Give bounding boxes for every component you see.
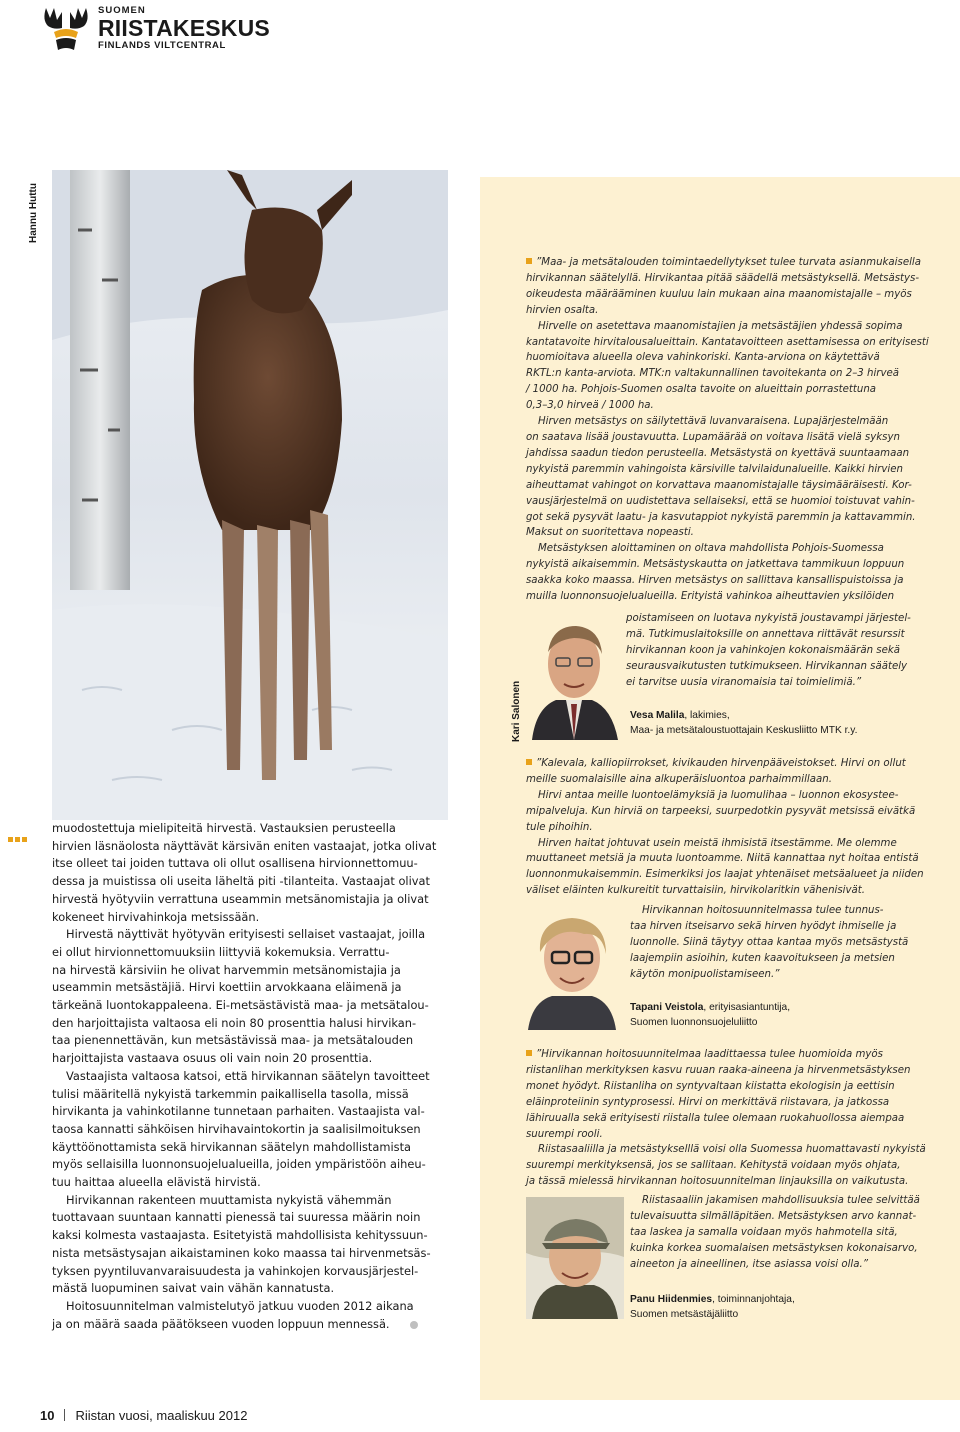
article-line: tyksen pyyntiluvanvaraisuudesta ja vahinkojen korvausjärjestel- bbox=[52, 1263, 419, 1278]
quote-1-line: RKTL:n kanta-arviota. MTK:n valtakunnallinen tavoitekanta on 2–3 hirveä bbox=[526, 368, 900, 380]
quote-3-line: tulevaisuutta silmälläpitäen. Metsästyksen arvo kannat- bbox=[630, 1210, 917, 1222]
quote-3-line: suurempi rooli. bbox=[526, 1128, 603, 1140]
quote-1-line: poistamiseen on luotava nykyistä joustavampi järjestel- bbox=[626, 613, 911, 624]
quote-3-wrap bbox=[630, 1193, 930, 1273]
quote-3-line: Riistasaaliilla ja metsästykselllä voisi olla Suomessa huomattavasti nykyistä bbox=[538, 1144, 926, 1156]
article-line: kaksi kolmesta vastaajasta. Esitetyistä mahdollisista kehityssuun- bbox=[52, 1228, 428, 1243]
quote-2 bbox=[526, 756, 936, 899]
quote-3-line: kuinka korkea suomalaisen metsästyksen kokonaisarvo, bbox=[630, 1242, 918, 1254]
malila-portrait bbox=[526, 612, 622, 740]
quote-3-line: ja tässä mielessä hirvikannan hoitosuunnitelman linjauksilla on vaikutusta. bbox=[526, 1176, 909, 1188]
article-line: kokeneet hirvivahinkoja metsissään. bbox=[52, 909, 260, 924]
quote-2-line: taa hirven itseisarvo sekä hirven hyödyt ihmiselle ja bbox=[630, 920, 897, 932]
article-line: tuu haittaa alueella elävistä hirvistä. bbox=[52, 1175, 261, 1190]
article-line: useammin metsästäjiä. Hirvi koettiin arvokkaana eläimenä ja bbox=[52, 980, 402, 995]
quote-1-line: Hirvelle on asetettava maanomistajien ja metsästäjien yhdessä sopima bbox=[538, 320, 903, 332]
bullet-square-icon bbox=[526, 258, 532, 264]
quote-3-signature-title: , toiminnanjohtaja, bbox=[712, 1294, 795, 1305]
quote-2-line: Hirvi antaa meille luontoelämyksiä ja luomulihaa – luonnon ekosystee- bbox=[538, 789, 899, 801]
quote-1-line: hirvien osalta. bbox=[526, 304, 599, 316]
publication-name: Riistan vuosi, maaliskuu 2012 bbox=[75, 1408, 248, 1423]
quote-1-line: jahdissa saadun tiedon perusteella. Metsästystä on kyettävä suuntaamaan bbox=[526, 447, 910, 459]
quote-1-line: aiheuttamat vahingot on korvattava maanomistajalle täysimääräisesti. Kor- bbox=[526, 479, 912, 491]
logo-line-1: SUOMEN bbox=[98, 5, 146, 16]
quote-3-signature bbox=[630, 1292, 950, 1322]
quote-2-line: tule pihoihin. bbox=[526, 821, 593, 833]
article-line: ei ollut hirvionnettomuuksiin liittyviä kokemuksia. Verrattu- bbox=[52, 944, 390, 959]
quote-2-line: Hirven haitat johtuvat usein meistä ihmisistä itsestämme. Me olemme bbox=[538, 837, 897, 849]
quote-1-line: seurausvaikutusten tutkimukseen. Hirvikannan säätely bbox=[626, 660, 908, 672]
quote-2-line: muuttaneet metsiä ja muuta luontoamme. Niitä kannattaa nyt hoitaa entistä bbox=[526, 853, 919, 865]
article-line: taa pienennettävän, kun metsästävissä maa- ja metsätalouden bbox=[52, 1033, 414, 1048]
continuation-ornament bbox=[8, 829, 29, 847]
article-line: na hirvestä kärsiviin he olivat harvemmin metsänomistajia ja bbox=[52, 962, 401, 977]
quote-2-line: meille suomalaisille aina alkuperäisluontoa parhaimmillaan. bbox=[526, 773, 832, 785]
article-line: tärkeänä luontokappaleena. Ei-metsästävistä maa- ja metsätalou- bbox=[52, 998, 429, 1013]
quote-1-line: muilla luonnonsuojelualueilla. Erityistä vahinkoa aiheuttavien yksilöiden bbox=[526, 591, 895, 603]
quote-1-line: hirvikannan säätelyllä. Hirvikantaa pitää säädellä metsästyksellä. Metsästys- bbox=[526, 272, 920, 284]
quote-1 bbox=[526, 255, 936, 605]
page-number: 10 bbox=[40, 1408, 55, 1423]
quote-1-signature-title: , lakimies, bbox=[684, 710, 730, 721]
article-line: tuottavaan suuntaan kannatti pienessä tai suuressa määrin noin bbox=[52, 1210, 421, 1225]
article-line: tulisi määritellä nykyistä tarkemmin paikallisella tasolla, missä bbox=[52, 1086, 409, 1101]
quote-1-signature bbox=[630, 708, 950, 738]
page-footer bbox=[40, 1408, 247, 1423]
article-line: myös sellaisilla luonnonsuojelualueilla, joiden ympäristöön aiheu- bbox=[52, 1157, 426, 1172]
quote-3-line: suurempi merkityksensä, jos se sallitaan. Kehitystä voidaan myös ohjata, bbox=[526, 1160, 901, 1172]
quote-2-line: Hirvikannan hoitosuunnitelmassa tulee tunnus- bbox=[642, 905, 884, 916]
quote-2-signature-name: Tapani Veistola bbox=[630, 1002, 704, 1013]
article-line: käyttöönottamista sekä hirvikannan säätelyn mahdollistamista bbox=[52, 1139, 412, 1154]
ornament-square-icon bbox=[8, 837, 13, 842]
quote-1-line: 0,3–3,0 hirveä / 1000 ha. bbox=[526, 400, 654, 412]
quote-1-line: hirvikannan koon ja vahinkojen kokonaismäärän sekä bbox=[626, 644, 900, 656]
article-line: taosa kannatti sähköisen hirvihavaintokortin ja saalisilmoituksen bbox=[52, 1121, 421, 1136]
hiidenmies-portrait bbox=[526, 1197, 624, 1319]
quote-2-line: laajempiin asioihin, kuten kaavoitukseen ja metsien bbox=[630, 952, 895, 964]
quote-1-line: oikeudesta määrääminen kuuluu lain mukaan aina maanomistajalle – myös bbox=[526, 288, 912, 300]
quote-1-line: Maksut on suoritettava nopeasti. bbox=[526, 527, 694, 539]
article-line: dessa ja muistissa oli useita läheltä piti -tilanteita. Vastaajat olivat bbox=[52, 874, 430, 889]
quote-1-line: mä. Tutkimuslaitoksille on annettava riittävät resurssit bbox=[626, 628, 905, 640]
quote-1-signature-org: Maa- ja metsätaloustuottajain Keskusliitto MTK r.y. bbox=[630, 725, 858, 736]
quote-1-line: nykyistä paremmin vahingoista kärsiville talvilaidunalueille. Kaikki hirvien bbox=[526, 463, 903, 475]
quote-2-wrap bbox=[630, 903, 930, 983]
logo-line-3: FINLANDS VILTCENTRAL bbox=[98, 40, 226, 51]
article-line: harjoittajista vastaava osuus oli vain noin 20 prosenttia. bbox=[52, 1051, 373, 1066]
quote-2-signature bbox=[630, 1000, 950, 1030]
article-line: Hirvikannan rakenteen muuttamista nykyistä vähemmän bbox=[66, 1192, 392, 1207]
end-mark-icon bbox=[410, 1321, 418, 1329]
ornament-square-icon bbox=[22, 837, 27, 842]
article-line: hirvestä hyötyviin verrattuna useammin metsänomistajia ja olivat bbox=[52, 891, 429, 906]
quote-1-wrap bbox=[626, 611, 926, 691]
article-line: itse olleet tai joiden tuttava oli ollut osallisena hirvionnettomuu- bbox=[52, 856, 418, 871]
moose-photo-credit: Hannu Huttu bbox=[28, 183, 39, 243]
article-line: muodostettuja mielipiteitä hirvestä. Vastauksien perusteella bbox=[52, 821, 396, 835]
quote-2-line: mipalveluja. Kun hirviä on tarpeeksi, suurpedotkin pysyvät metsissä eivätkä bbox=[526, 805, 916, 817]
quote-3-line: Riistasaaliin jakamisen mahdollisuuksia tulee selvittää bbox=[642, 1195, 920, 1206]
quote-3-line: monet hyödyt. Riistanliha on syntyvaltaan kiistatta ekologisin ja eettisin bbox=[526, 1080, 895, 1092]
moose-photo bbox=[52, 170, 448, 820]
quote-1-line: on saatava lisää joustavuutta. Lupamäärää on voitava lisätä vielä syksyn bbox=[526, 431, 900, 443]
quote-1-line: / 1000 ha. Pohjois-Suomen osalta tavoite on alueittain porrastettuna bbox=[526, 384, 877, 396]
moose-antler-logo-icon bbox=[40, 4, 92, 52]
quote-2-line: luonnolle. Siinä täytyy ottaa kantaa myös metsästystä bbox=[630, 936, 909, 948]
quote-3-signature-org: Suomen metsästäjäliitto bbox=[630, 1309, 739, 1320]
malila-photo-credit: Kari Salonen bbox=[511, 680, 522, 742]
quote-1-line: saakka koko maassa. Hirven metsästys on sallittava kansallispuistoissa ja bbox=[526, 575, 904, 587]
quote-2-line: ”Kalevala, kalliopiirrokset, kivikauden hirvenpääveistokset. Hirvi on ollut bbox=[536, 758, 906, 769]
bullet-square-icon bbox=[526, 759, 532, 765]
quote-1-line: Hirven metsästys on säilytettävä luvanvaraisena. Lupajärjestelmään bbox=[538, 416, 889, 428]
quote-2-signature-org: Suomen luonnonsuojeluliitto bbox=[630, 1017, 758, 1028]
quote-1-line: kantatavoite hirvitalousalueittain. Kantatavoitteen asettamisessa on erityisesti bbox=[526, 336, 929, 348]
quote-3-line: riistanlihan merkityksen kasvu ruuan raaka-aineena ja hirvenmetsästyksen bbox=[526, 1064, 911, 1076]
quote-3-signature-name: Panu Hiidenmies bbox=[630, 1294, 713, 1305]
quote-1-line: Metsästyksen aloittaminen on oltava mahdollista Pohjois-Suomessa bbox=[538, 543, 884, 555]
quote-3 bbox=[526, 1047, 936, 1190]
article-line: hirvien läsnäolosta näyttävät kärsivän eniten vastaajat, jotka olivat bbox=[52, 838, 437, 853]
article-line: Hirvestä näyttivät hyötyvän erityisesti sellaiset vastaajat, joilla bbox=[66, 927, 426, 942]
quote-3-line: lähiruualla sekä erityisesti riistalla tulee olemaan ruokahuollossa aiempaa bbox=[526, 1112, 905, 1124]
quote-3-line: eläinproteiinin syntyprosessi. Hirvi on merkittävä riistavara, ja jatkossa bbox=[526, 1096, 890, 1108]
veistola-portrait bbox=[520, 906, 624, 1030]
quote-3-line: aineeton ja aineellinen, itse asiassa voisi olla.” bbox=[630, 1258, 868, 1270]
quote-2-line: käytön monipuolistamiseen.” bbox=[630, 968, 780, 980]
quote-1-line: nykyistä aikaisemmin. Metsästyskautta on jatkettava tammikuun loppuun bbox=[526, 559, 905, 571]
article-line: Hoitosuunnitelman valmistelutyö jatkuu vuoden 2012 aikana bbox=[66, 1298, 414, 1313]
quote-2-line: luonnonmukaisemmin. Esimerkiksi jos laajat yhtenäiset metsäalueet ja niiden bbox=[526, 869, 924, 881]
quote-2-signature-title: , erityisasiantuntija, bbox=[703, 1002, 791, 1013]
logo-line-2: RIISTAKESKUS bbox=[98, 15, 270, 41]
quote-3-line: ”Hirvikannan hoitosuunnitelmaa laadittaessa tulee huomioida myös bbox=[536, 1049, 883, 1060]
publisher-logo bbox=[40, 4, 290, 54]
quote-1-line: got sekä pysyvät laatu- ja kasvutappiot nykyistä paremmin ja kattavammin. bbox=[526, 511, 916, 523]
article-body bbox=[52, 820, 450, 1333]
quote-1-line: ei tarvitse uusia viranomaisia tai toimielimiä.” bbox=[626, 676, 862, 688]
quote-1-signature-name: Vesa Malila bbox=[630, 710, 685, 721]
quote-1-line: vausjärjestelmä on uudistettava sellaiseksi, että se huomioi toistuvat vahin- bbox=[526, 495, 915, 507]
quote-3-line: taa laskea ja samalla voidaan myös hahmotella sitä, bbox=[630, 1226, 898, 1238]
footer-divider bbox=[64, 1409, 65, 1421]
ornament-square-icon bbox=[15, 837, 20, 842]
article-line: den harjoittajista valtaosa eli noin 80 prosenttia halusi hirvikan- bbox=[52, 1015, 417, 1030]
article-line: nista metsästysajan aikaistaminen koko maassa tai hirvenmetsäs- bbox=[52, 1245, 431, 1260]
bullet-square-icon bbox=[526, 1050, 532, 1056]
quote-2-line: väliset eläinten kulkureitit turvattaisiin, hirvikolaritkin vähenisivät. bbox=[526, 885, 865, 897]
quote-1-line: ”Maa- ja metsätalouden toimintaedellytykset tulee turvata asianmukaisella bbox=[536, 257, 921, 268]
article-line: Vastaajista valtaosa katsoi, että hirvikannan säätelyn tavoitteet bbox=[66, 1068, 430, 1083]
article-line: ja on määrä saada päätökseen vuoden loppuun mennessä. bbox=[52, 1316, 390, 1331]
quote-1-line: huomioitava alueella oleva vahinkoriski. Kanta-arviona on käytettävä bbox=[526, 352, 880, 364]
article-line: mästä luopuminen saivat vain vähän kannatusta. bbox=[52, 1281, 335, 1296]
article-line: hirvikanta ja vahinkotilanne tunnetaan parhaiten. Vastaajista val- bbox=[52, 1104, 425, 1119]
